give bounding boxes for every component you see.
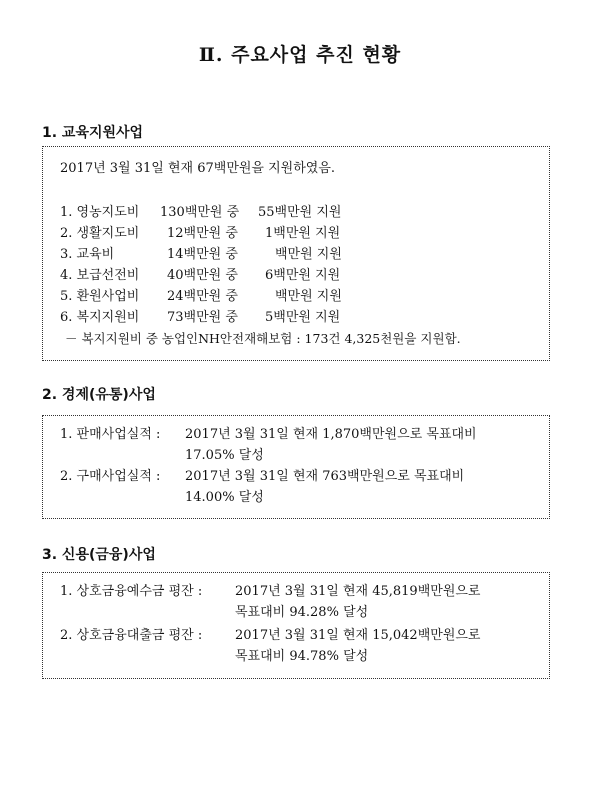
item-amount: 5백만원 지원 <box>265 310 341 325</box>
item-amount: 6백만원 지원 <box>265 268 341 283</box>
economy-box <box>42 415 550 519</box>
education-support-box <box>42 146 550 361</box>
item-line1: 2017년 3월 31일 현재 15,042백만원으로 <box>235 628 481 643</box>
section-heading-economy: 2. 경제(유통)사업 <box>42 387 156 403</box>
section-heading-education: 1. 교육지원사업 <box>42 125 144 141</box>
item-line2: 목표대비 94.78% 달성 <box>235 649 369 664</box>
item-line1: 2017년 3월 31일 현재 763백만원으로 목표대비 <box>185 469 465 484</box>
education-intro: 2017년 3월 31일 현재 67백만원을 지원하였음. <box>60 161 336 176</box>
item-total: 14백만원 중 <box>167 247 238 262</box>
item-total: 12백만원 중 <box>167 226 238 241</box>
welfare-note: － 복지지원비 중 농업인NH안전재해보험 : 173건 4,325천원을 지원함. <box>65 331 461 346</box>
item-amount: 1백만원 지원 <box>265 226 341 241</box>
item-name: 6. 복지지원비 <box>60 310 140 325</box>
item-line1: 2017년 3월 31일 현재 45,819백만원으로 <box>235 584 481 599</box>
item-line2: 17.05% 달성 <box>185 448 264 463</box>
page-title: Ⅱ. 주요사업 추진 현황 <box>198 44 402 66</box>
item-name: 5. 환원사업비 <box>60 289 140 304</box>
item-label: 1. 상호금융예수금 평잔 : <box>60 584 203 599</box>
item-amount: 백만원 지원 <box>275 289 342 304</box>
item-label: 1. 판매사업실적 : <box>60 427 161 442</box>
item-total: 24백만원 중 <box>167 289 238 304</box>
credit-box <box>42 572 550 679</box>
item-total: 130백만원 중 <box>160 205 240 220</box>
item-label: 2. 상호금융대출금 평잔 : <box>60 628 203 643</box>
item-line2: 14.00% 달성 <box>185 490 264 505</box>
item-total: 73백만원 중 <box>167 310 238 325</box>
item-total: 40백만원 중 <box>167 268 238 283</box>
item-amount: 백만원 지원 <box>275 247 342 262</box>
item-name: 1. 영농지도비 <box>60 205 140 220</box>
item-name: 4. 보급선전비 <box>60 268 140 283</box>
item-amount: 55백만원 지원 <box>258 205 342 220</box>
item-line2: 목표대비 94.28% 달성 <box>235 605 369 620</box>
item-line1: 2017년 3월 31일 현재 1,870백만원으로 목표대비 <box>185 427 477 442</box>
item-label: 2. 구매사업실적 : <box>60 469 161 484</box>
item-name: 3. 교육비 <box>60 247 115 262</box>
item-name: 2. 생활지도비 <box>60 226 140 241</box>
section-heading-credit: 3. 신용(금융)사업 <box>42 547 156 563</box>
